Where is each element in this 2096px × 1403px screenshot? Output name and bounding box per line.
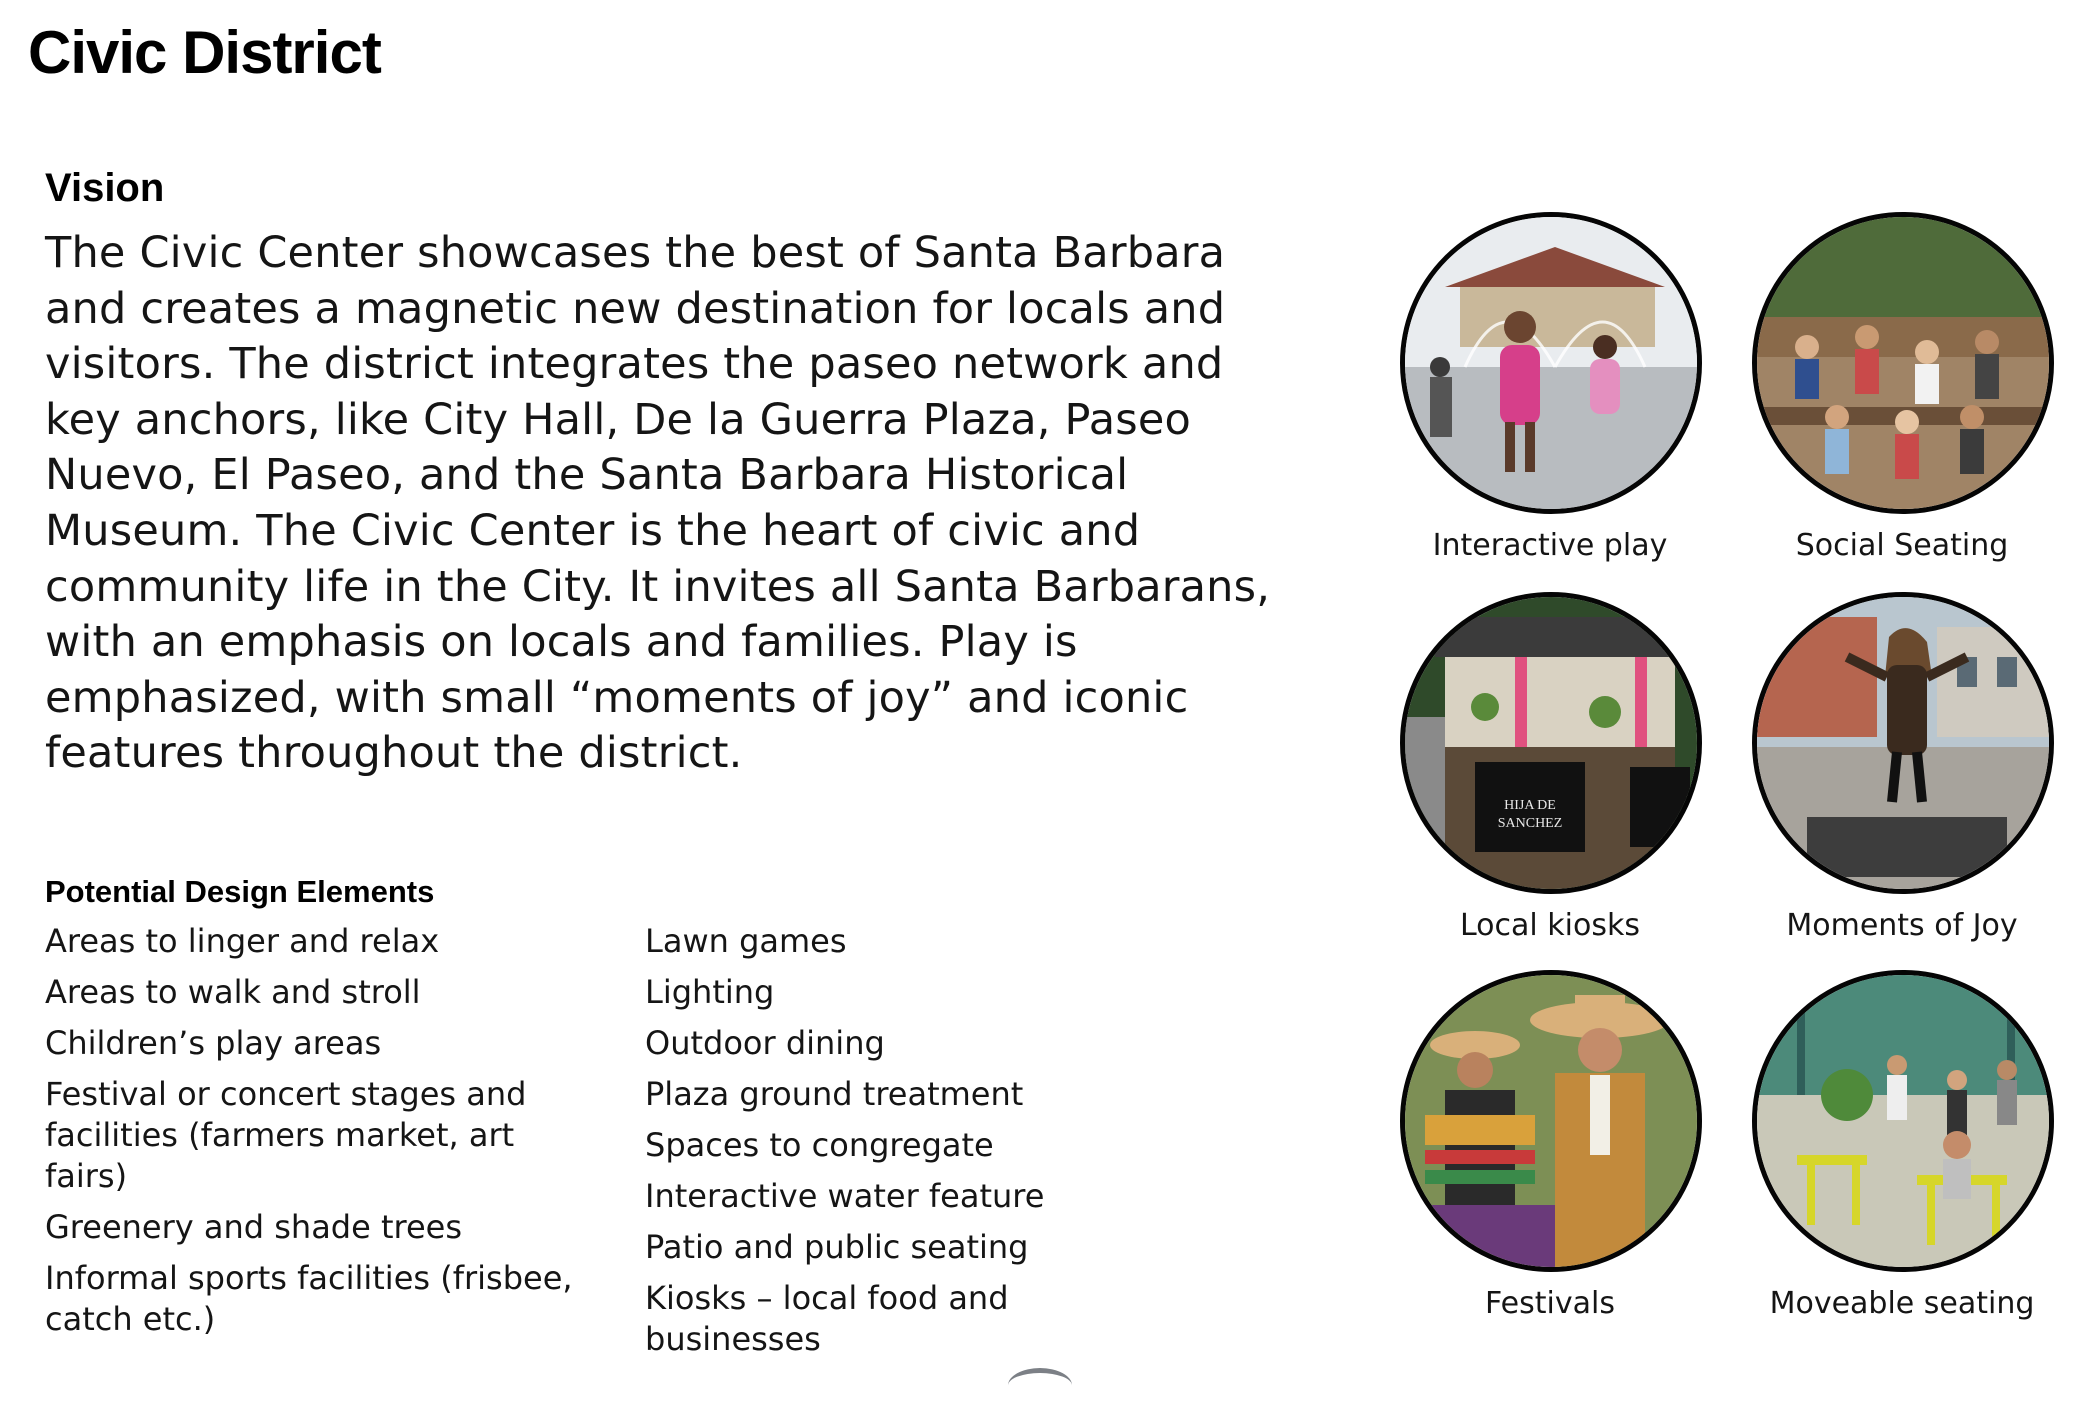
design-elements-heading: Potential Design Elements <box>45 874 435 909</box>
photo-caption: Festivals <box>1485 1286 1615 1321</box>
photo-caption: Moveable seating <box>1769 1286 2035 1321</box>
dancers-photo <box>1400 970 1702 1272</box>
list-item: Interactive water feature <box>645 1177 1045 1215</box>
photo-caption: Social Seating <box>1795 528 2009 563</box>
svg-text:SANCHEZ: SANCHEZ <box>1497 816 1563 831</box>
children-fountain-photo <box>1400 212 1702 514</box>
design-elements-column-1 <box>45 921 605 1350</box>
list-item: Areas to linger and relax <box>45 922 440 960</box>
design-elements-column-2 <box>645 921 1165 1370</box>
food-kiosk-photo <box>1400 592 1702 894</box>
list-item: Kiosks – local food and businesses <box>645 1279 1009 1358</box>
photo-card-moveable-seating <box>1752 970 2052 1321</box>
photo-card-local-kiosks <box>1400 592 1700 943</box>
list-item: Outdoor dining <box>645 1024 885 1062</box>
plaza-chairs-photo <box>1752 970 2054 1272</box>
vision-heading: Vision <box>45 166 165 210</box>
cropped-graphic-fragment <box>1008 1368 1072 1403</box>
vision-paragraph: The Civic Center showcases the best of Santa Barbara and creates a magnetic new destination for locals and visitors. The district integrates the paseo network and key anchors, like City Hall, De la Guerra Plaza, Paseo Nuevo, El Paseo, and the Santa Barbara Historical Museum. The Civic Center is the heart of civic and community life in the City. It invites all Santa Barbarans, with an emphasis on locals and families. Play is emphasized, with small “moments of joy” and iconic features throughout the district. <box>45 228 1271 779</box>
svg-text:HIJA DE: HIJA DE <box>1504 798 1556 813</box>
jumping-person-photo <box>1752 592 2054 894</box>
list-item: Spaces to congregate <box>645 1126 994 1164</box>
list-item: Areas to walk and stroll <box>45 973 421 1011</box>
list-item: Children’s play areas <box>45 1024 382 1062</box>
list-item: Greenery and shade trees <box>45 1208 463 1246</box>
photo-caption: Interactive play <box>1432 528 1668 563</box>
photo-caption: Moments of Joy <box>1786 908 2018 943</box>
list-item: Lighting <box>645 973 775 1011</box>
list-item: Lawn games <box>645 922 847 960</box>
photo-card-festivals <box>1400 970 1700 1321</box>
list-item: Informal sports facilities (frisbee, catch etc.) <box>45 1259 573 1338</box>
photo-card-moments-of-joy <box>1752 592 2052 943</box>
list-item: Plaza ground treatment <box>645 1075 1024 1113</box>
page-title: Civic District <box>28 19 381 86</box>
crowd-seating-photo <box>1752 212 2054 514</box>
list-item: Festival or concert stages and facilities (farmers market, art fairs) <box>45 1075 527 1195</box>
photo-card-social-seating <box>1752 212 2052 563</box>
photo-caption: Local kiosks <box>1460 908 1640 943</box>
photo-card-interactive-play <box>1400 212 1700 563</box>
list-item: Patio and public seating <box>645 1228 1029 1266</box>
